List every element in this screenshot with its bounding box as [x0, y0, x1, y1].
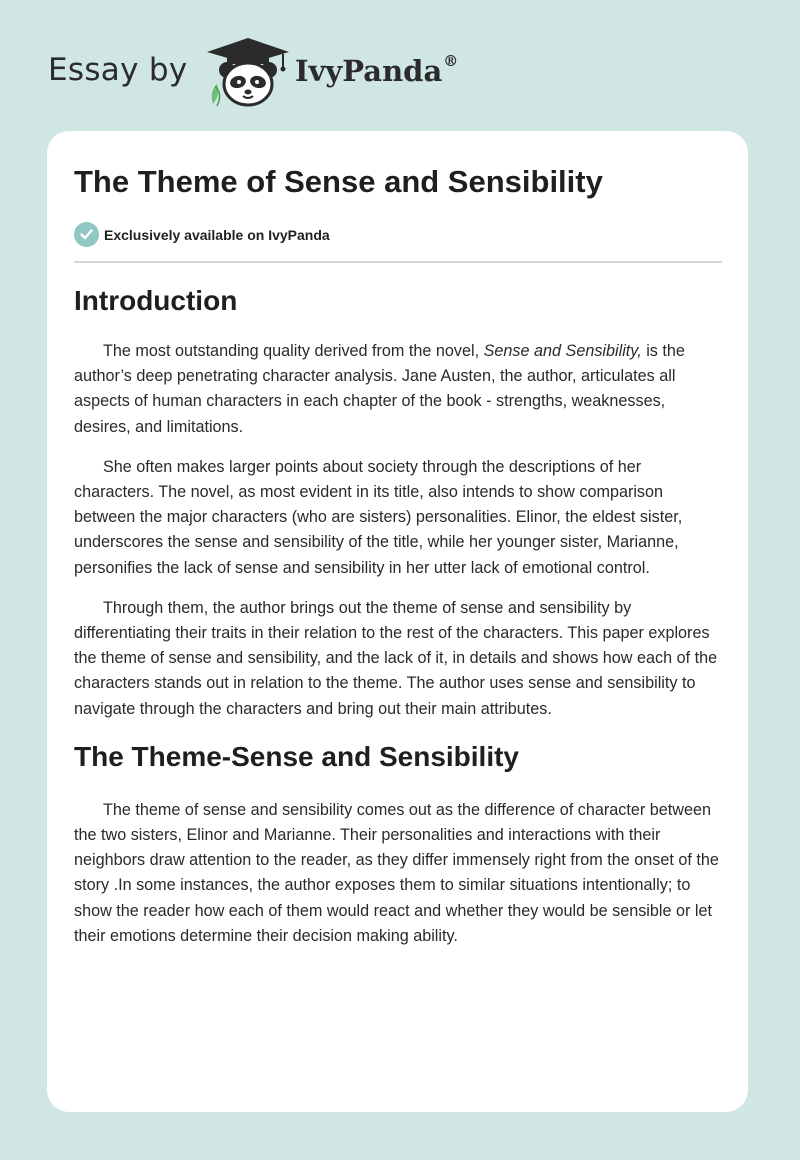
brand-name[interactable]: IvyPanda®: [295, 52, 459, 88]
essay-card: [47, 131, 748, 1112]
trademark-symbol: ®: [443, 52, 459, 70]
paragraph: The theme of sense and sensibility comes out as the difference of character between the two sisters, Elinor and Marianne. Their personalities and interactions with their neighbors draw attention to the reader, as they differ immensely right from the onset of the story .In some instances, the author exposes them to similar situations intentionally; to show the reader how each of them would react and whether they would be sensible or let their emotions determine their decision making ability.: [74, 800, 719, 945]
site-header: [48, 30, 548, 110]
essay-by-label: Essay by: [48, 52, 188, 88]
paragraph: She often makes larger points about society through the descriptions of her characters. The novel, as most evident in its title, also intends to show comparison between the major characters (who are sisters) personalities. Elinor, the eldest sister, underscores the sense and sensibility of the title, while her younger sister, Marianne, personifies the lack of sense and sensibility in her utter lack of emotional control.: [74, 457, 683, 577]
novel-title-emphasis: Sense and Sensibility,: [483, 342, 642, 360]
section-heading-introduction: Introduction: [74, 285, 238, 316]
exclusive-badge-label: Exclusively available on IvyPanda: [104, 226, 330, 243]
panda-graduate-icon[interactable]: [203, 34, 293, 110]
exclusive-badge: [74, 222, 330, 247]
paragraph: The most outstanding quality derived from the novel, Sense and Sensibility, is the author’s deep penetrating character analysis. Jane Austen, the author, articulates all aspects of human characters in each chapter of the book - strengths, weaknesses, desires, and limitations.: [74, 342, 685, 436]
essay-body: [74, 281, 724, 964]
title-divider: [74, 261, 722, 263]
essay-title: The Theme of Sense and Sensibility: [74, 164, 603, 199]
paragraph: Through them, the author brings out the theme of sense and sensibility by differentiating their traits in their relation to the rest of the characters. This paper explores the theme of sense and sensibility, and the lack of it, in details and shows how each of the characters stands out in relation to the theme. The author uses sense and sensibility to navigate through the characters and bring out their main attributes.: [74, 598, 718, 718]
section-heading-theme: The Theme-Sense and Sensibility: [74, 740, 520, 772]
check-circle-icon: [74, 222, 99, 247]
